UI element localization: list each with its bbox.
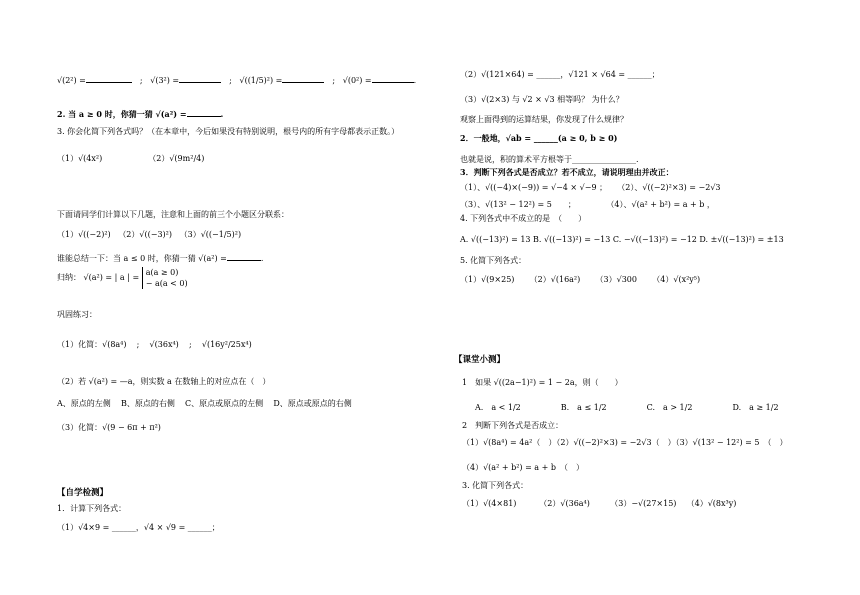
general-rule: 2．一般地，√ab = ______(a ≥ 0, b ≥ 0): [460, 133, 618, 143]
meaning-text: 也就是说，积的算术平方根等于________________.: [460, 155, 639, 164]
quiz-3: 3. 化简下列各式：: [462, 481, 529, 490]
question-2: 2. 当 a ≥ 0 时，你猜一猜 √(a²) = .: [57, 109, 224, 119]
summary-question: 谁能总结一下：当 a ≤ 0 时，你猜一猜 √(a²) = .: [57, 254, 264, 263]
calc-intro: 下面请同学们计算以下几题，注意和上面的前三个小题区分联系：: [57, 210, 289, 219]
calc-items: （1）√((−2)²) （2）√((−3)²) （3）√((−1/5)²): [57, 230, 242, 239]
judge-row-2: （3）、√(13² − 12²) = 5 ； （4）、√(a² + b²) = a + b ，: [460, 200, 715, 209]
self-check-2: （2）√(121×64) = ______，√121 × √64 = ______；: [460, 70, 660, 79]
exercise-2: （2）若 √(a²) = —a，则实数 a 在数轴上的对应点在（ ）: [57, 377, 271, 386]
question-5-items: （1）√(9×25) （2）√(16a²) （3）√300 （4）√(x²y⁵): [460, 275, 701, 284]
judge-heading: 3．判断下列各式是否成立？若不成立，请说明理由并改正：: [460, 167, 674, 177]
exercise-2-options: A、原点的左侧 B、原点的右侧 C、原点或原点的左侧 D、原点或原点的右侧: [57, 399, 352, 408]
quiz-2-item-4: （4）√(a² + b²) = a + b （ ）: [462, 463, 584, 472]
question-3: 3. 你会化简下列各式吗？（在本章中，今后如果没有特别说明，根号内的所有字母都表示正数。）: [57, 127, 400, 136]
exercise-1: （1）化简：√(8a⁴) ; √(36x⁴) ; √(16y²/25x⁴): [57, 340, 252, 349]
question-5: 5. 化简下列各式：: [460, 256, 527, 265]
conclusion: 归纳： √(a²) = | a | = a(a ≥ 0) − a(a < 0): [57, 268, 188, 288]
self-check-1: 1．计算下列各式：: [57, 504, 127, 513]
quiz-1-options: A. a < 1/2 B. a ≤ 1/2 C. a > 1/2 D. a ≥ 1/2: [475, 403, 779, 412]
quiz-2-items: （1）√(8a⁴) = 4a²（ ）（2）√((−2)²×3) = −2√3（ ）（3）√(13² − 12²) = 5 （ ）: [462, 438, 788, 447]
cases-brace: a(a ≥ 0) − a(a < 0): [142, 267, 188, 289]
quiz-title: 【课堂小测】: [454, 355, 506, 365]
consolidate-heading: 巩固练习：: [57, 310, 97, 319]
exercise-3: （3）化简：√(9 − 6π + π²): [57, 423, 161, 432]
self-check-3: （3）√(2×3) 与 √2 × √3 相等吗？ 为什么？: [460, 95, 624, 104]
question-4-options: A. √((−13)²) = 13 B. √((−13)²) = −13 C. −√((−13)²) = −12 D. ±√((−13)²) = ±13: [460, 235, 784, 244]
judge-row-1: （1）、√((−4)×(−9)) = √−4 × √−9 ； （2）、√((−2)²×3) = −2√3: [460, 183, 721, 192]
self-check-1-row: （1）√4×9 = ______，√4 × √9 = ______；: [57, 523, 220, 532]
self-check-title: 【自学检测】: [57, 488, 109, 498]
question-3-items: （1）√(4x²) （2）√(9m²/4): [57, 154, 205, 163]
right-column: [430, 0, 860, 595]
square-root-row: √(2²) = ; √(3²) = ; √((1/5)²) = ; √(0²) = .: [57, 76, 417, 85]
quiz-3-items: （1）√(4×81) （2）√(36a⁴) （3）−√(27×15) （4）√(8x³y): [462, 499, 737, 508]
quiz-2: 2 判断下列各式是否成立：: [462, 421, 564, 430]
question-4: 4. 下列各式中不成立的是 （ ）: [460, 214, 587, 223]
observe-text: 观察上面得到的运算结果，你发现了什么规律？: [460, 115, 628, 124]
quiz-1: 1 如果 √((2a−1)²) = 1 − 2a，则（ ）: [462, 378, 623, 387]
